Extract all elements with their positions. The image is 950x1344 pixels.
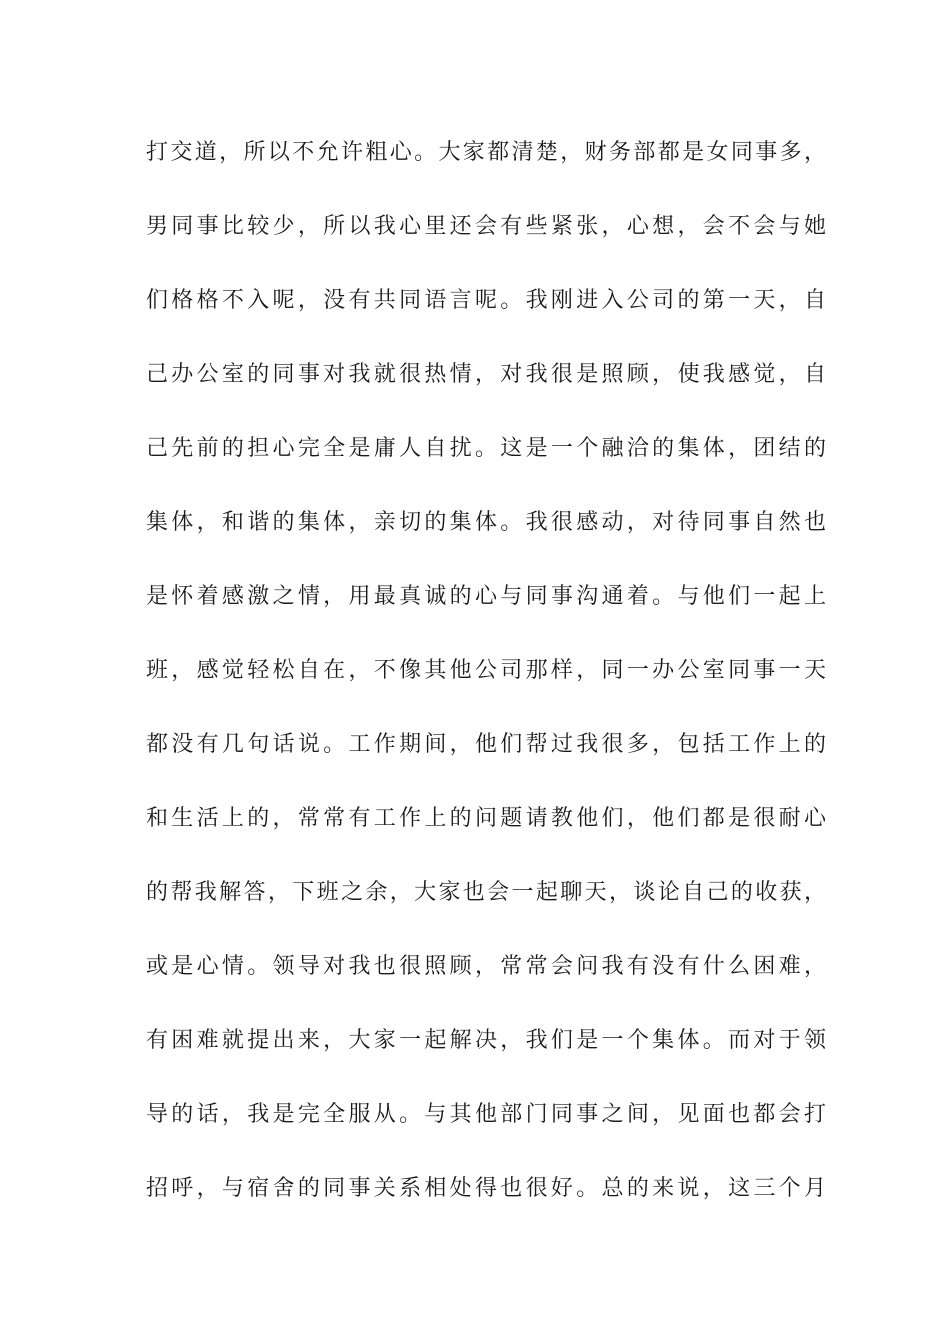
text-line: 是怀着感激之情，用最真诚的心与同事沟通着。与他们一起上 — [146, 584, 826, 609]
text-line: 班，感觉轻松自在，不像其他公司那样，同一办公室同事一天 — [146, 658, 826, 683]
text-line: 们格格不入呢，没有共同语言呢。我刚进入公司的第一天，自 — [146, 288, 826, 313]
text-line: 己办公室的同事对我就很热情，对我很是照顾，使我感觉，自 — [146, 362, 826, 387]
text-line: 男同事比较少，所以我心里还会有些紧张，心想，会不会与她 — [146, 214, 826, 239]
text-line: 的帮我解答，下班之余，大家也会一起聊天，谈论自己的收获， — [146, 880, 826, 905]
text-line: 招呼，与宿舍的同事关系相处得也很好。总的来说，这三个月 — [146, 1176, 826, 1201]
text-line: 己先前的担心完全是庸人自扰。这是一个融洽的集体，团结的 — [146, 436, 826, 461]
text-line: 导的话，我是完全服从。与其他部门同事之间，见面也都会打 — [146, 1102, 826, 1127]
text-line: 集体，和谐的集体，亲切的集体。我很感动，对待同事自然也 — [146, 510, 826, 535]
text-line: 有困难就提出来，大家一起解决，我们是一个集体。而对于领 — [146, 1028, 826, 1053]
text-line: 和生活上的，常常有工作上的问题请教他们，他们都是很耐心 — [146, 806, 826, 831]
text-line: 都没有几句话说。工作期间，他们帮过我很多，包括工作上的 — [146, 732, 826, 757]
body-text — [146, 131, 826, 1241]
text-line: 或是心情。领导对我也很照顾，常常会问我有没有什么困难， — [146, 954, 826, 979]
text-line: 打交道，所以不允许粗心。大家都清楚，财务部都是女同事多， — [146, 140, 826, 165]
